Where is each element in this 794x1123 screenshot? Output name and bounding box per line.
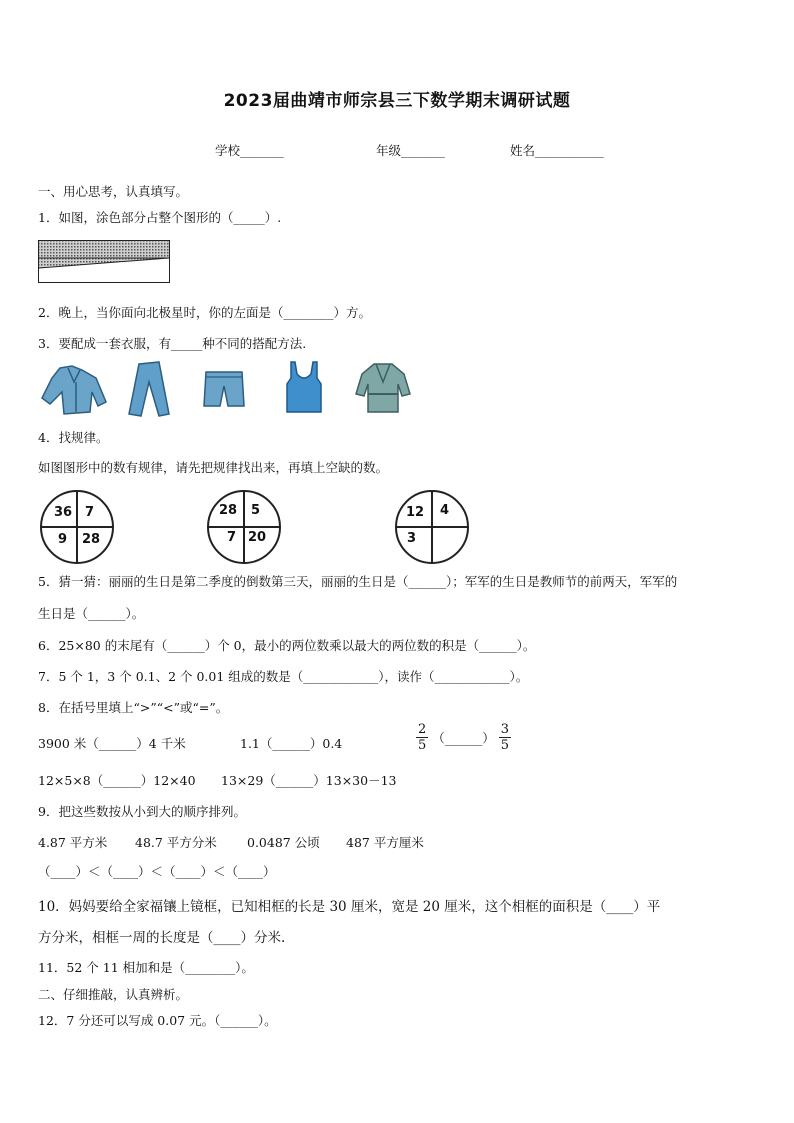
q9-order-blanks: （____）＜（____）＜（____）＜（____） xyxy=(38,864,276,879)
number-circle-1 xyxy=(40,490,114,564)
circle-2-top-right: 5 xyxy=(251,503,261,518)
circle-2-top-left: 28 xyxy=(219,503,238,518)
circle-2-bottom-right: 20 xyxy=(248,530,267,545)
fraction-two-fifths: $\frac{2}{5}$ xyxy=(418,722,427,753)
question-1: 1．如图，涂色部分占整个图形的（_____）. xyxy=(38,210,282,225)
coat-image xyxy=(354,360,412,416)
question-6: 6．25×80 的末尾有（______）个 0，最小的两位数乘以最大的两位数的积是（______）。 xyxy=(38,638,536,653)
question-11: 11．52 个 11 相加和是（________）。 xyxy=(38,960,254,975)
question-2: 2．晚上，当你面向北极星时，你的左面是（________）方。 xyxy=(38,305,371,320)
shaded-rectangle-figure xyxy=(38,240,171,285)
circle-1-top-left: 36 xyxy=(54,505,73,520)
section-1-heading: 一、用心思考，认真填写。 xyxy=(38,184,189,199)
fraction-three-fifths: $\frac{3}{5}$ xyxy=(500,722,510,753)
page-title: 2023届曲靖市师宗县三下数学期末调研试题 xyxy=(223,91,571,111)
grade-field: 年级_______ xyxy=(376,143,445,158)
q8-item-a: 3900 米（______）4 千米 xyxy=(38,736,186,751)
jacket-image xyxy=(38,362,110,417)
q8-item-c: $\frac{2}{5}$ （______） $\frac{3}{5}$ xyxy=(418,722,510,753)
circle-3-top-right: 4 xyxy=(440,503,450,518)
q8-item-d: 12×5×8（______）12×40 xyxy=(38,773,196,788)
question-3: 3．要配成一套衣服，有_____种不同的搭配方法. xyxy=(38,336,307,351)
circle-2-bottom-left: 7 xyxy=(227,530,237,545)
q9-value-3: 0.0487 公顷 xyxy=(247,835,320,850)
school-field: 学校_______ xyxy=(215,143,284,158)
q9-value-1: 4.87 平方米 xyxy=(38,835,108,850)
question-5-line-1: 5．猜一猜：丽丽的生日是第二季度的倒数第三天，丽丽的生日是（______）；军军的生日是教师节的前两天，军军的 xyxy=(38,574,678,589)
q8-item-b: 1.1（______）0.4 xyxy=(240,736,343,751)
question-7: 7．5 个 1，3 个 0.1、2 个 0.01 组成的数是（____________），读作（____________）。 xyxy=(38,669,529,684)
question-9: 9．把这些数按从小到大的顺序排列。 xyxy=(38,804,246,819)
question-4: 4．找规律。 xyxy=(38,430,109,445)
question-12: 12．7 分还可以写成 0.07 元。（______）。 xyxy=(38,1013,277,1028)
circle-1-top-right: 7 xyxy=(85,505,95,520)
question-10-line-1: 10．妈妈要给全家福镶上镜框，已知相框的长是 30 厘米，宽是 20 厘米，这个相框的面积是（____）平 xyxy=(38,899,661,915)
q9-value-4: 487 平方厘米 xyxy=(346,835,424,850)
section-2-heading: 二、仔细推敲，认真辨析。 xyxy=(38,987,189,1002)
vest-image xyxy=(283,360,325,414)
question-10-line-2: 方分米，相框一周的长度是（____）分米. xyxy=(38,930,286,946)
q8-item-e: 13×29（______）13×30－13 xyxy=(221,773,397,788)
circle-1-bottom-left: 9 xyxy=(58,532,68,547)
number-circle-2 xyxy=(207,490,281,564)
circle-1-bottom-right: 28 xyxy=(82,532,101,547)
trousers-image xyxy=(125,360,173,418)
circle-3-top-left: 12 xyxy=(406,505,425,520)
name-field: 姓名___________ xyxy=(510,143,604,158)
question-5-line-2: 生日是（______）。 xyxy=(38,606,145,621)
question-8: 8．在括号里填上“>”“<”或“=”。 xyxy=(38,700,229,715)
question-4-description: 如图图形中的数有规律，请先把规律找出来，再填上空缺的数。 xyxy=(38,460,389,475)
number-circle-3 xyxy=(395,490,469,564)
circle-3-bottom-left: 3 xyxy=(407,531,417,546)
shorts-image xyxy=(202,368,246,410)
q9-value-2: 48.7 平方分米 xyxy=(135,835,217,850)
